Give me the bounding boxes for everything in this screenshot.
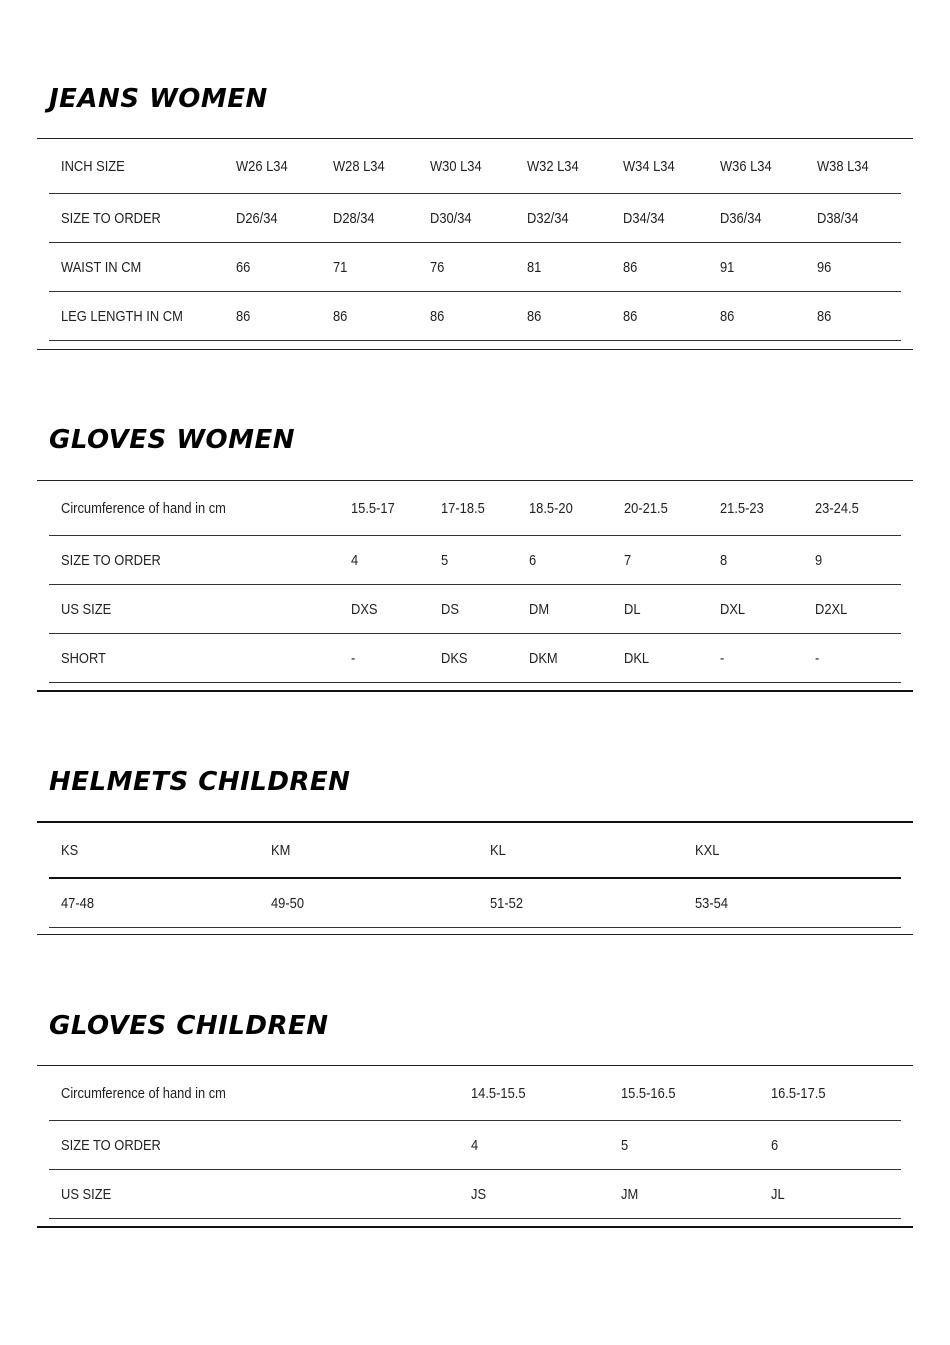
- table-row: [49, 481, 901, 536]
- table-row: [49, 585, 901, 634]
- table-cell: DM: [517, 585, 612, 634]
- table-cell: 23-24.5: [803, 481, 901, 536]
- table-cell: DL: [612, 585, 708, 634]
- table-cell: D32/34: [515, 194, 611, 243]
- table-cell: 76: [418, 243, 515, 292]
- table-header-cell: KS: [49, 823, 259, 878]
- table-cell: 14.5-15.5: [459, 1066, 609, 1121]
- table-row: [49, 243, 901, 292]
- table-cell: 9: [803, 536, 901, 585]
- table-cell: 66: [224, 243, 321, 292]
- table-cell: W28 L34: [321, 139, 418, 194]
- table-cell: D30/34: [418, 194, 515, 243]
- table-cell: W34 L34: [611, 139, 708, 194]
- gloves-children-title: GLOVES CHILDREN: [49, 1011, 329, 1041]
- table-cell: 49-50: [259, 878, 478, 928]
- table-cell: 5: [609, 1121, 759, 1170]
- row-label: SIZE TO ORDER: [49, 194, 224, 243]
- row-label: Circumference of hand in cm: [49, 1066, 459, 1121]
- table-cell: W38 L34: [805, 139, 901, 194]
- table-row: [49, 823, 901, 878]
- table-cell: 47-48: [49, 878, 259, 928]
- table-cell: 86: [708, 292, 805, 341]
- table-cell: JL: [759, 1170, 901, 1219]
- table-row: [49, 194, 901, 243]
- table-header-cell: KXL: [683, 823, 901, 878]
- table-cell: 16.5-17.5: [759, 1066, 901, 1121]
- table-cell: JS: [459, 1170, 609, 1219]
- row-label: SIZE TO ORDER: [49, 1121, 459, 1170]
- table-cell: 5: [429, 536, 517, 585]
- table-cell: 86: [224, 292, 321, 341]
- table-cell: 86: [611, 243, 708, 292]
- table-cell: 18.5-20: [517, 481, 612, 536]
- row-label: LEG LENGTH IN CM: [49, 292, 224, 341]
- table-cell: 96: [805, 243, 901, 292]
- table-cell: 91: [708, 243, 805, 292]
- table-cell: D38/34: [805, 194, 901, 243]
- table-cell: W26 L34: [224, 139, 321, 194]
- gloves-children-table-frame: [37, 1065, 913, 1228]
- jeans-women-title: JEANS WOMEN: [49, 84, 268, 114]
- table-cell: 86: [418, 292, 515, 341]
- table-cell: DKL: [612, 634, 708, 683]
- table-cell: W36 L34: [708, 139, 805, 194]
- jeans-women-table-frame: [37, 138, 913, 350]
- table-cell: 53-54: [683, 878, 901, 928]
- table-cell: 51-52: [478, 878, 683, 928]
- table-cell: DKM: [517, 634, 612, 683]
- helmets-children-title: HELMETS CHILDREN: [49, 767, 351, 797]
- table-header-cell: KL: [478, 823, 683, 878]
- gloves-women-title: GLOVES WOMEN: [49, 425, 295, 455]
- table-cell: DXS: [339, 585, 429, 634]
- table-cell: 86: [805, 292, 901, 341]
- gloves-women-table: [49, 481, 901, 683]
- table-cell: 86: [515, 292, 611, 341]
- table-cell: D28/34: [321, 194, 418, 243]
- table-cell: 86: [321, 292, 418, 341]
- table-cell: 7: [612, 536, 708, 585]
- table-cell: 20-21.5: [612, 481, 708, 536]
- row-label: SHORT: [49, 634, 339, 683]
- table-row: [49, 634, 901, 683]
- table-cell: 81: [515, 243, 611, 292]
- table-cell: 6: [759, 1121, 901, 1170]
- table-cell: DXL: [708, 585, 803, 634]
- table-cell: D34/34: [611, 194, 708, 243]
- table-cell: 4: [459, 1121, 609, 1170]
- row-label: SIZE TO ORDER: [49, 536, 339, 585]
- table-cell: 8: [708, 536, 803, 585]
- table-row: [49, 1170, 901, 1219]
- table-cell: 15.5-16.5: [609, 1066, 759, 1121]
- table-row: [49, 292, 901, 341]
- helmets-children-table-frame: [37, 821, 913, 935]
- table-row: [49, 536, 901, 585]
- table-cell: W32 L34: [515, 139, 611, 194]
- table-cell: 86: [611, 292, 708, 341]
- table-cell: W30 L34: [418, 139, 515, 194]
- table-row: [49, 878, 901, 928]
- table-cell: 15.5-17: [339, 481, 429, 536]
- helmets-children-table: [49, 823, 901, 928]
- table-cell: D36/34: [708, 194, 805, 243]
- table-cell: 4: [339, 536, 429, 585]
- table-cell: -: [803, 634, 901, 683]
- table-cell: -: [708, 634, 803, 683]
- gloves-women-table-frame: [37, 480, 913, 692]
- table-cell: 71: [321, 243, 418, 292]
- table-cell: DKS: [429, 634, 517, 683]
- row-label: WAIST IN CM: [49, 243, 224, 292]
- row-label: US SIZE: [49, 585, 339, 634]
- gloves-children-table: [49, 1066, 901, 1219]
- table-cell: 21.5-23: [708, 481, 803, 536]
- table-cell: D26/34: [224, 194, 321, 243]
- jeans-women-table: [49, 139, 901, 341]
- table-cell: DS: [429, 585, 517, 634]
- table-cell: 17-18.5: [429, 481, 517, 536]
- row-label: US SIZE: [49, 1170, 459, 1219]
- row-label: Circumference of hand in cm: [49, 481, 339, 536]
- table-cell: -: [339, 634, 429, 683]
- table-cell: JM: [609, 1170, 759, 1219]
- table-row: [49, 139, 901, 194]
- table-header-cell: KM: [259, 823, 478, 878]
- table-cell: 6: [517, 536, 612, 585]
- table-row: [49, 1121, 901, 1170]
- table-row: [49, 1066, 901, 1121]
- row-label: INCH SIZE: [49, 139, 224, 194]
- table-cell: D2XL: [803, 585, 901, 634]
